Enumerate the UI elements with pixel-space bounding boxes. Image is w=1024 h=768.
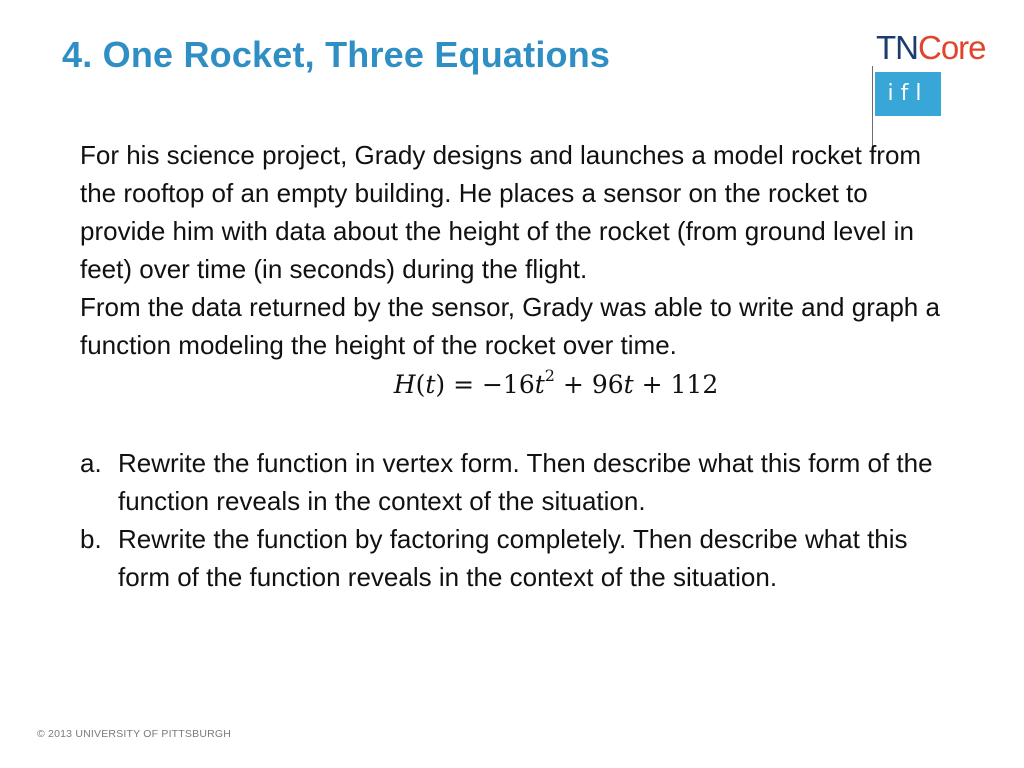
logo-tn-text: TN — [876, 29, 918, 66]
task-item-a — [80, 444, 960, 520]
task-text: Rewrite the function by factoring completely. Then describe what this form of the function reveals in the context of the situation. — [118, 524, 908, 592]
eq-constant-term: + 112 — [633, 370, 719, 399]
eq-function-name: H — [393, 370, 416, 399]
eq-function-argument: t — [425, 370, 436, 399]
eq-quadratic-variable: t — [534, 370, 545, 399]
problem-paragraph-2: From the data returned by the sensor, Grady was able to write and graph a function modeling the height of the rocket over time. — [80, 292, 940, 360]
problem-content — [80, 136, 960, 596]
spacer — [80, 406, 960, 444]
task-text: Rewrite the function in vertex form. Then describe what this form of the function reveals in the context of the situation. — [118, 448, 933, 516]
copyright-footer: © 2013 UNIVERSITY OF PITTSBURGH — [37, 728, 232, 740]
eq-exponent: 2 — [544, 366, 555, 385]
task-marker: b. — [80, 524, 102, 554]
slide-title: 4. One Rocket, Three Equations — [62, 34, 611, 75]
eq-linear-term: + 96 — [554, 370, 624, 399]
problem-paragraph-1: For his science project, Grady designs and launches a model rocket from the rooftop of an empty building. He places a sensor on the rocket to provide him with data about the height of the rocket (from ground level in feet) over time (in seconds) during the flight. — [80, 140, 922, 284]
height-function-equation: $H(t) = -16t^2 + 96t + 112$ — [393, 366, 719, 399]
eq-quadratic-coefficient: −16 — [481, 370, 535, 399]
ifl-badge: ifl — [875, 72, 941, 116]
eq-linear-variable: t — [623, 370, 634, 399]
tncore-wordmark — [876, 30, 986, 66]
tncore-ifl-logo — [872, 30, 1002, 130]
logo-core-text: Core — [918, 29, 986, 66]
task-marker: a. — [80, 448, 102, 478]
task-item-b — [80, 520, 960, 596]
